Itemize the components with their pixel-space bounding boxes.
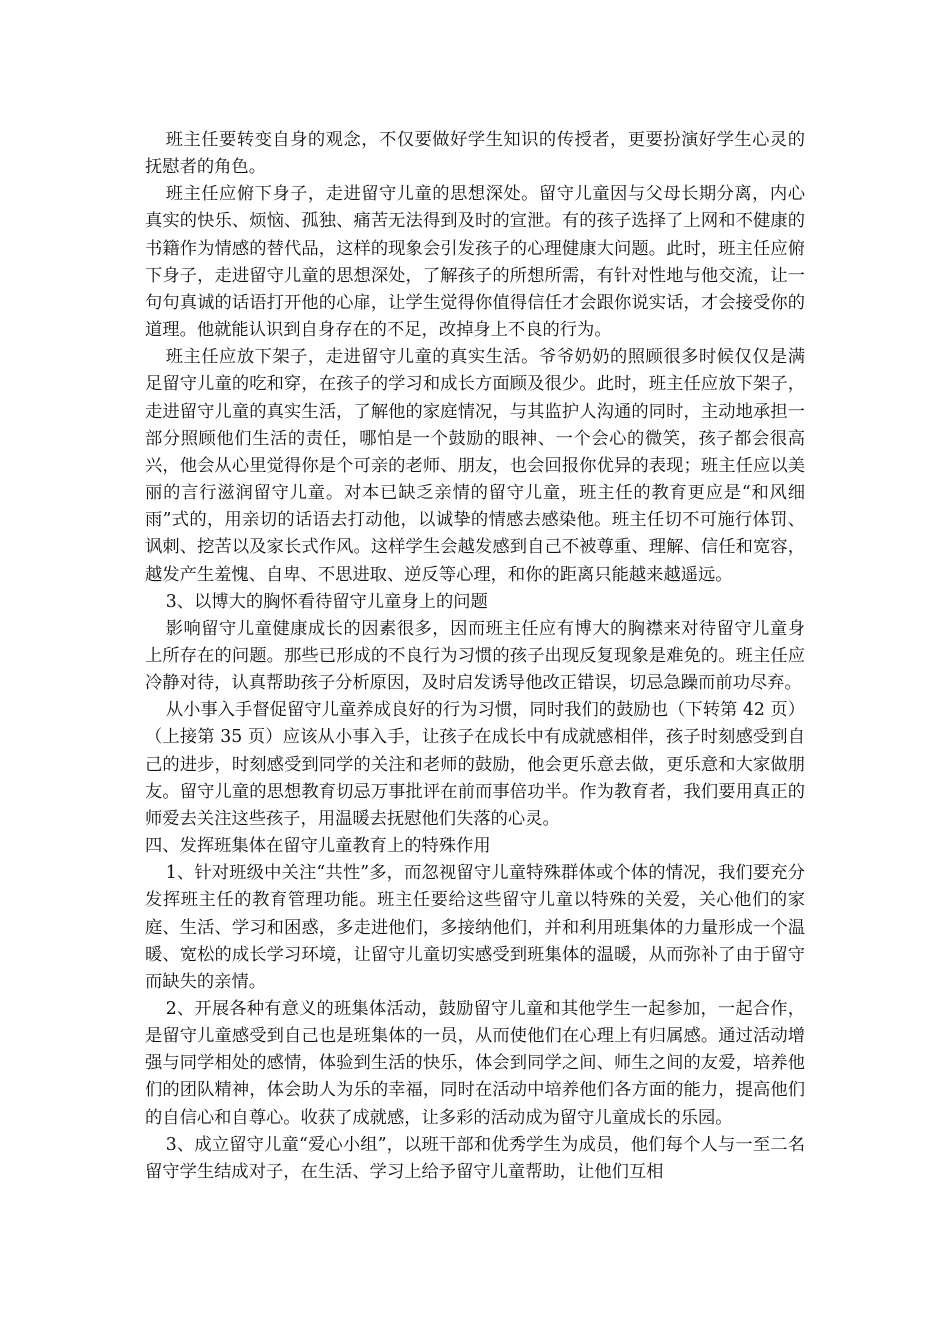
paragraph-love-group: 3、成立留守儿童“爱心小组”，以班干部和优秀学生为成员，他们每个人与一至二名留守学生结成对子，在生活、学习上给予留守儿童帮助，让他们互相 [145, 1134, 805, 1182]
document-page [145, 127, 805, 1186]
paragraph-class-activities: 2、开展各种有意义的班集体活动，鼓励留守儿童和其他学生一起参加，一起合作，是留守儿童感受到自己也是班集体的一员，从而使他们在心理上有归属感。通过活动增强与同学相处的感情，体验到生活的快乐，体会到同学之间、师生之间的友爱，培养他们的团队精神，体会助人为乐的幸福，同时在活动中培养他们各方面的能力，提高他们的自信心和自尊心。收获了成就感，让多彩的活动成为留守儿童成长的乐园。 [145, 999, 805, 1128]
paragraph-start-from-small-things: 从小事入手督促留守儿童养成良好的行为习惯，同时我们的鼓励也（下转第 42 页）（上接第 35 页）应该从小事入手，让孩子在成长中有成就感相伴，孩子时刻感受到自己的进步，时刻感受到同学的关注和老师的鼓励，他会更乐意去做，更乐意和大家做朋友。留守儿童的思想教育切忌万事批评在前而事倍功半。作为教育者，我们要用真正的师爱去关注这些孩子，用温暖去抚慰他们失落的心灵。 [145, 700, 805, 829]
paragraph-influencing-factors: 影响留守儿童健康成长的因素很多，因而班主任应有博大的胸襟来对待留守儿童身上所存在的问题。那些已形成的不良行为习惯的孩子出现反复现象是难免的。班主任应冷静对待，认真帮助孩子分析原因，及时启发诱导他改正错误，切忌急躁而前功尽弃。 [145, 618, 805, 694]
paragraph-class-management: 1、针对班级中关注“共性”多，而忽视留守儿童特殊群体或个体的情况，我们要充分发挥班主任的教育管理功能。班主任要给这些留守儿童以特殊的关爱，关心他们的家庭、生活、学习和困惑，多走进他们，多接纳他们，并和利用班集体的力量形成一个温暖、宽松的成长学习环境，让留守儿童切实感受到班集体的温暖，从而弥补了由于留守而缺失的亲情。 [145, 863, 805, 992]
paragraph-teacher-role: 班主任要转变自身的观念，不仅要做好学生知识的传授者，更要扮演好学生心灵的抚慰者的角色。 [145, 130, 805, 178]
section-heading-class-collective: 四、发挥班集体在留守儿童教育上的特殊作用 [145, 836, 491, 857]
paragraph-into-real-life: 班主任应放下架子，走进留守儿童的真实生活。爷爷奶奶的照顾很多时候仅仅是满足留守儿童的吃和穿，在孩子的学习和成长方面顾及很少。此时，班主任应放下架子，走进留守儿童的真实生活，了解他的家庭情况，与其监护人沟通的同时，主动地承担一部分照顾他们生活的责任，哪怕是一个鼓励的眼神、一个会心的微笑，孩子都会很高兴，他会从心里觉得你是个可亲的老师、朋友，也会回报你优异的表现；班主任应以美丽的言行滋润留守儿童。对本已缺乏亲情的留守儿童，班主任的教育更应是“和风细雨”式的，用亲切的话语去打动他，以诚挚的情感去感染他。班主任切不可施行体罚、讽刺、挖苦以及家长式作风。这样学生会越发感到自己不被尊重、理解、信任和宽容，越发产生羞愧、自卑、不思进取、逆反等心理，和你的距离只能越来越遥远。 [145, 347, 805, 585]
paragraph-get-into-minds: 班主任应俯下身子，走进留守儿童的思想深处。留守儿童因与父母长期分离，内心真实的快乐、烦恼、孤独、痛苦无法得到及时的宣泄。有的孩子选择了上网和不健康的书籍作为情感的替代品，这样的现象会引发孩子的心理健康大问题。此时，班主任应俯下身子，走进留守儿童的思想深处，了解孩子的所想所需，有针对性地与他交流，让一句句真诚的话语打开他的心扉，让学生觉得你值得信任才会跟你说实话，才会接受你的道理。他就能认识到自身存在的不足，改掉身上不良的行为。 [145, 184, 805, 341]
section-heading-broad-mind: 3、以博大的胸怀看待留守儿童身上的问题 [165, 591, 488, 612]
